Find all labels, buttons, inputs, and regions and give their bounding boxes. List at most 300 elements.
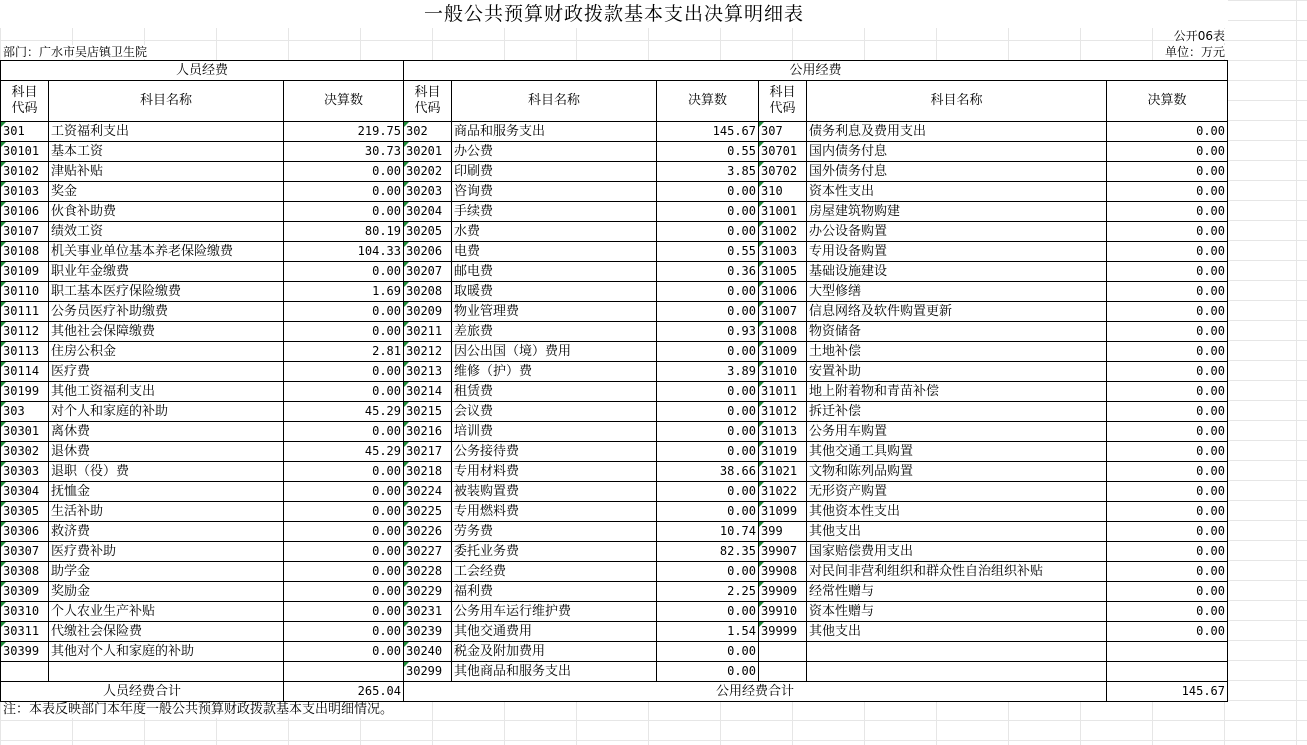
subject-code: 30203 [404, 182, 452, 202]
subject-name: 专用设备购置 [807, 242, 1107, 262]
subject-name: 伙食补助费 [49, 202, 284, 222]
subject-name: 医疗费 [49, 362, 284, 382]
subject-code: 30304 [1, 482, 49, 502]
subject-name: 水费 [452, 222, 657, 242]
subject-code: 39909 [759, 582, 807, 602]
amount-value: 38.66 [657, 462, 759, 482]
subject-code: 307 [759, 122, 807, 142]
subject-code: 30308 [1, 562, 49, 582]
subject-name: 国外债务付息 [807, 162, 1107, 182]
amount-value: 0.00 [284, 202, 404, 222]
amount-value: 0.00 [657, 642, 759, 662]
amount-value: 0.00 [284, 622, 404, 642]
subject-name: 拆迁补偿 [807, 402, 1107, 422]
subject-name: 劳务费 [452, 522, 657, 542]
subject-name: 委托业务费 [452, 542, 657, 562]
subject-code: 30202 [404, 162, 452, 182]
amount-value: 0.00 [284, 542, 404, 562]
subject-code: 30218 [404, 462, 452, 482]
subject-name: 债务利息及费用支出 [807, 122, 1107, 142]
subject-name: 对民间非营利组织和群众性自治组织补贴 [807, 562, 1107, 582]
table-row [1, 662, 1228, 682]
subject-code: 30240 [404, 642, 452, 662]
table-row [1, 602, 1228, 622]
amount-value: 0.93 [657, 322, 759, 342]
subject-code: 30107 [1, 222, 49, 242]
subject-code: 39908 [759, 562, 807, 582]
subject-code: 30399 [1, 642, 49, 662]
subject-name: 邮电费 [452, 262, 657, 282]
subject-code: 31007 [759, 302, 807, 322]
subject-name: 公务接待费 [452, 442, 657, 462]
col-name-header: 科目名称 [807, 81, 1107, 122]
table-row [1, 502, 1228, 522]
subject-name: 其他社会保障缴费 [49, 322, 284, 342]
subject-name: 公务用车购置 [807, 422, 1107, 442]
amount-value: 0.00 [284, 462, 404, 482]
amount-value: 0.00 [1107, 282, 1228, 302]
personnel-total-label: 人员经费合计 [1, 682, 284, 702]
subject-code: 30102 [1, 162, 49, 182]
subject-code: 399 [759, 522, 807, 542]
amount-value: 3.89 [657, 362, 759, 382]
subject-code [1, 662, 49, 682]
subject-code: 30229 [404, 582, 452, 602]
subject-code: 30306 [1, 522, 49, 542]
subject-name: 差旅费 [452, 322, 657, 342]
col-name-header: 科目名称 [49, 81, 284, 122]
amount-value: 0.00 [284, 362, 404, 382]
amount-value: 0.00 [1107, 382, 1228, 402]
amount-value: 0.55 [657, 242, 759, 262]
amount-value: 0.00 [1107, 442, 1228, 462]
amount-value: 0.00 [1107, 262, 1228, 282]
subject-name: 职业年金缴费 [49, 262, 284, 282]
amount-value: 0.00 [657, 602, 759, 622]
personnel-total-value: 265.04 [284, 682, 404, 702]
amount-value: 0.00 [657, 182, 759, 202]
amount-value: 0.00 [284, 322, 404, 342]
amount-value: 0.00 [657, 562, 759, 582]
subject-code: 31012 [759, 402, 807, 422]
subject-code: 31005 [759, 262, 807, 282]
subject-name: 公务员医疗补助缴费 [49, 302, 284, 322]
subject-name: 取暖费 [452, 282, 657, 302]
report-title: 一般公共预算财政拨款基本支出决算明细表 [0, 0, 1228, 28]
amount-value: 0.00 [657, 482, 759, 502]
amount-value: 82.35 [657, 542, 759, 562]
amount-value: 0.00 [657, 502, 759, 522]
table-row [1, 522, 1228, 542]
subject-name: 奖励金 [49, 582, 284, 602]
subject-code: 30226 [404, 522, 452, 542]
subject-code: 30201 [404, 142, 452, 162]
subject-name: 文物和陈列品购置 [807, 462, 1107, 482]
subject-code: 30310 [1, 602, 49, 622]
col-amount-header: 决算数 [657, 81, 759, 122]
expenditure-table [0, 60, 1228, 702]
subject-name: 工资福利支出 [49, 122, 284, 142]
subject-name: 房屋建筑物购建 [807, 202, 1107, 222]
subject-code: 301 [1, 122, 49, 142]
subject-name: 印刷费 [452, 162, 657, 182]
subject-code [759, 662, 807, 682]
subject-code: 30224 [404, 482, 452, 502]
public-total-label: 公用经费合计 [404, 682, 1107, 702]
table-row [1, 642, 1228, 662]
subject-name: 其他工资福利支出 [49, 382, 284, 402]
subject-name: 专用材料费 [452, 462, 657, 482]
subject-code: 30101 [1, 142, 49, 162]
amount-value: 0.00 [284, 602, 404, 622]
table-row [1, 322, 1228, 342]
subject-code [759, 642, 807, 662]
subject-code: 30209 [404, 302, 452, 322]
amount-value: 0.00 [1107, 342, 1228, 362]
subject-code: 30106 [1, 202, 49, 222]
table-row [1, 302, 1228, 322]
unit-label: 单位：万元 [1164, 45, 1225, 59]
subject-code: 30227 [404, 542, 452, 562]
subject-name: 其他支出 [807, 522, 1107, 542]
subject-code: 30701 [759, 142, 807, 162]
subject-code: 39907 [759, 542, 807, 562]
amount-value: 0.00 [657, 282, 759, 302]
subject-code: 30303 [1, 462, 49, 482]
subject-name: 大型修缮 [807, 282, 1107, 302]
amount-value [284, 662, 404, 682]
subject-name: 商品和服务支出 [452, 122, 657, 142]
subject-name: 福利费 [452, 582, 657, 602]
subject-name [807, 642, 1107, 662]
table-row [1, 422, 1228, 442]
subject-code: 31099 [759, 502, 807, 522]
subject-name: 代缴社会保险费 [49, 622, 284, 642]
subject-code: 31011 [759, 382, 807, 402]
subject-name: 生活补助 [49, 502, 284, 522]
amount-value: 2.25 [657, 582, 759, 602]
subject-code: 31019 [759, 442, 807, 462]
subject-name: 手续费 [452, 202, 657, 222]
subject-code: 30111 [1, 302, 49, 322]
subject-code: 30113 [1, 342, 49, 362]
table-row [1, 622, 1228, 642]
subject-code: 30213 [404, 362, 452, 382]
subject-name: 国内债务付息 [807, 142, 1107, 162]
amount-value: 219.75 [284, 122, 404, 142]
subject-code: 30307 [1, 542, 49, 562]
col-code-header: 科目 代码 [404, 81, 452, 122]
table-row [1, 562, 1228, 582]
subject-name: 办公费 [452, 142, 657, 162]
table-code: 公开06表 [1173, 29, 1225, 43]
amount-value: 0.00 [657, 662, 759, 682]
amount-value: 0.00 [657, 422, 759, 442]
subject-code: 39910 [759, 602, 807, 622]
table-row [1, 202, 1228, 222]
subject-code: 31021 [759, 462, 807, 482]
amount-value: 0.00 [1107, 462, 1228, 482]
subject-code: 31008 [759, 322, 807, 342]
amount-value: 0.00 [1107, 222, 1228, 242]
table-row [1, 442, 1228, 462]
subject-code: 30309 [1, 582, 49, 602]
subject-code: 31010 [759, 362, 807, 382]
subject-code: 30302 [1, 442, 49, 462]
amount-value: 0.00 [657, 302, 759, 322]
subject-name: 个人农业生产补贴 [49, 602, 284, 622]
amount-value: 0.36 [657, 262, 759, 282]
amount-value: 0.00 [284, 162, 404, 182]
subject-name: 退休费 [49, 442, 284, 462]
total-row [1, 682, 1228, 702]
subject-name: 对个人和家庭的补助 [49, 402, 284, 422]
subject-name: 资本性支出 [807, 182, 1107, 202]
subject-code: 30299 [404, 662, 452, 682]
group-header-public: 公用经费 [404, 61, 1228, 81]
amount-value: 0.00 [1107, 422, 1228, 442]
subject-name: 住房公积金 [49, 342, 284, 362]
table-row [1, 342, 1228, 362]
subject-name: 职工基本医疗保险缴费 [49, 282, 284, 302]
subject-name: 其他支出 [807, 622, 1107, 642]
col-amount-header: 决算数 [284, 81, 404, 122]
table-row [1, 122, 1228, 142]
subject-code: 31022 [759, 482, 807, 502]
amount-value [1107, 662, 1228, 682]
amount-value: 10.74 [657, 522, 759, 542]
subject-name: 医疗费补助 [49, 542, 284, 562]
col-code-header: 科目 代码 [759, 81, 807, 122]
subject-name: 离休费 [49, 422, 284, 442]
subject-code: 31006 [759, 282, 807, 302]
subject-name: 其他资本性支出 [807, 502, 1107, 522]
table-row [1, 142, 1228, 162]
subject-code: 310 [759, 182, 807, 202]
subject-name: 信息网络及软件购置更新 [807, 302, 1107, 322]
subject-code: 30311 [1, 622, 49, 642]
subject-code: 30207 [404, 262, 452, 282]
subject-name: 基础设施建设 [807, 262, 1107, 282]
amount-value: 0.00 [284, 382, 404, 402]
table-row [1, 242, 1228, 262]
subject-code: 30112 [1, 322, 49, 342]
amount-value: 2.81 [284, 342, 404, 362]
subject-name: 无形资产购置 [807, 482, 1107, 502]
amount-value: 104.33 [284, 242, 404, 262]
subject-name: 专用燃料费 [452, 502, 657, 522]
subject-name: 退职（役）费 [49, 462, 284, 482]
table-row [1, 462, 1228, 482]
subject-code: 30216 [404, 422, 452, 442]
subject-code: 30109 [1, 262, 49, 282]
amount-value: 0.00 [1107, 502, 1228, 522]
subject-name: 被装购置费 [452, 482, 657, 502]
subject-code: 30211 [404, 322, 452, 342]
subject-code: 302 [404, 122, 452, 142]
amount-value: 45.29 [284, 402, 404, 422]
amount-value: 0.00 [1107, 602, 1228, 622]
subject-code: 30114 [1, 362, 49, 382]
subject-name: 工会经费 [452, 562, 657, 582]
subject-code: 30228 [404, 562, 452, 582]
subject-name: 资本性赠与 [807, 602, 1107, 622]
column-header-row [1, 81, 1228, 122]
subject-name: 税金及附加费用 [452, 642, 657, 662]
amount-value: 145.67 [657, 122, 759, 142]
subject-code: 30217 [404, 442, 452, 462]
amount-value: 1.69 [284, 282, 404, 302]
amount-value: 3.85 [657, 162, 759, 182]
amount-value: 0.00 [284, 302, 404, 322]
amount-value: 0.00 [1107, 562, 1228, 582]
subject-name: 维修（护）费 [452, 362, 657, 382]
table-row [1, 482, 1228, 502]
subject-code: 31013 [759, 422, 807, 442]
subject-name: 办公设备购置 [807, 222, 1107, 242]
amount-value: 0.00 [1107, 142, 1228, 162]
amount-value [1107, 642, 1228, 662]
subject-code: 30702 [759, 162, 807, 182]
amount-value: 0.00 [284, 182, 404, 202]
amount-value: 0.00 [284, 642, 404, 662]
amount-value: 0.00 [1107, 522, 1228, 542]
subject-name: 其他商品和服务支出 [452, 662, 657, 682]
subject-code: 30103 [1, 182, 49, 202]
subject-code: 30225 [404, 502, 452, 522]
amount-value: 0.00 [1107, 202, 1228, 222]
amount-value: 0.00 [1107, 582, 1228, 602]
subject-name: 培训费 [452, 422, 657, 442]
subject-code: 30212 [404, 342, 452, 362]
amount-value: 0.55 [657, 142, 759, 162]
subject-code: 39999 [759, 622, 807, 642]
amount-value: 0.00 [657, 342, 759, 362]
col-code-header: 科目 代码 [1, 81, 49, 122]
subject-name: 物业管理费 [452, 302, 657, 322]
subject-code: 30206 [404, 242, 452, 262]
table-row [1, 182, 1228, 202]
amount-value: 0.00 [657, 202, 759, 222]
subject-code: 30108 [1, 242, 49, 262]
amount-value: 0.00 [1107, 542, 1228, 562]
amount-value: 0.00 [284, 502, 404, 522]
subject-code: 31002 [759, 222, 807, 242]
table-row [1, 542, 1228, 562]
subject-name [49, 662, 284, 682]
amount-value: 0.00 [657, 382, 759, 402]
table-row [1, 582, 1228, 602]
amount-value: 30.73 [284, 142, 404, 162]
amount-value: 0.00 [284, 482, 404, 502]
subject-name [807, 662, 1107, 682]
subject-name: 其他交通费用 [452, 622, 657, 642]
subject-code: 30231 [404, 602, 452, 622]
group-header-personnel: 人员经费 [1, 61, 404, 81]
subject-name: 助学金 [49, 562, 284, 582]
amount-value: 0.00 [284, 522, 404, 542]
amount-value: 0.00 [1107, 402, 1228, 422]
subject-code: 31001 [759, 202, 807, 222]
subject-code: 30208 [404, 282, 452, 302]
subject-code: 30215 [404, 402, 452, 422]
amount-value: 0.00 [1107, 482, 1228, 502]
subject-code: 30239 [404, 622, 452, 642]
amount-value: 0.00 [284, 582, 404, 602]
subject-name: 津贴补贴 [49, 162, 284, 182]
table-row [1, 222, 1228, 242]
subject-name: 其他对个人和家庭的补助 [49, 642, 284, 662]
subject-code: 30301 [1, 422, 49, 442]
amount-value: 1.54 [657, 622, 759, 642]
subject-name: 安置补助 [807, 362, 1107, 382]
subject-name: 租赁费 [452, 382, 657, 402]
amount-value: 45.29 [284, 442, 404, 462]
amount-value: 0.00 [284, 422, 404, 442]
subject-name: 会议费 [452, 402, 657, 422]
amount-value: 0.00 [1107, 182, 1228, 202]
subject-name: 地上附着物和青苗补偿 [807, 382, 1107, 402]
amount-value: 0.00 [1107, 162, 1228, 182]
amount-value: 0.00 [1107, 242, 1228, 262]
amount-value: 80.19 [284, 222, 404, 242]
subject-name: 其他交通工具购置 [807, 442, 1107, 462]
amount-value: 0.00 [284, 262, 404, 282]
amount-value: 0.00 [284, 562, 404, 582]
subject-name: 经常性赠与 [807, 582, 1107, 602]
subject-name: 绩效工资 [49, 222, 284, 242]
subject-code: 303 [1, 402, 49, 422]
subject-code: 31003 [759, 242, 807, 262]
amount-value: 0.00 [657, 222, 759, 242]
subject-name: 救济费 [49, 522, 284, 542]
subject-code: 30204 [404, 202, 452, 222]
subject-name: 抚恤金 [49, 482, 284, 502]
subject-name: 基本工资 [49, 142, 284, 162]
subject-code: 30214 [404, 382, 452, 402]
subject-name: 奖金 [49, 182, 284, 202]
subject-code: 30305 [1, 502, 49, 522]
col-name-header: 科目名称 [452, 81, 657, 122]
subject-name: 机关事业单位基本养老保险缴费 [49, 242, 284, 262]
subject-code: 31009 [759, 342, 807, 362]
table-row [1, 362, 1228, 382]
amount-value: 0.00 [657, 402, 759, 422]
department-label: 部门：广水市吴店镇卫生院 [3, 45, 148, 59]
subject-code: 30205 [404, 222, 452, 242]
subject-code: 30110 [1, 282, 49, 302]
subject-code: 30199 [1, 382, 49, 402]
subject-name: 咨询费 [452, 182, 657, 202]
subject-name: 因公出国（境）费用 [452, 342, 657, 362]
table-row [1, 162, 1228, 182]
amount-value: 0.00 [1107, 622, 1228, 642]
subject-name: 物资储备 [807, 322, 1107, 342]
table-row [1, 402, 1228, 422]
amount-value: 0.00 [1107, 362, 1228, 382]
table-row [1, 282, 1228, 302]
subject-name: 公务用车运行维护费 [452, 602, 657, 622]
subject-name: 土地补偿 [807, 342, 1107, 362]
subject-name: 电费 [452, 242, 657, 262]
table-row [1, 262, 1228, 282]
amount-value: 0.00 [1107, 122, 1228, 142]
public-total-value: 145.67 [1107, 682, 1228, 702]
amount-value: 0.00 [1107, 322, 1228, 342]
col-amount-header: 决算数 [1107, 81, 1228, 122]
subject-name: 国家赔偿费用支出 [807, 542, 1107, 562]
amount-value: 0.00 [1107, 302, 1228, 322]
